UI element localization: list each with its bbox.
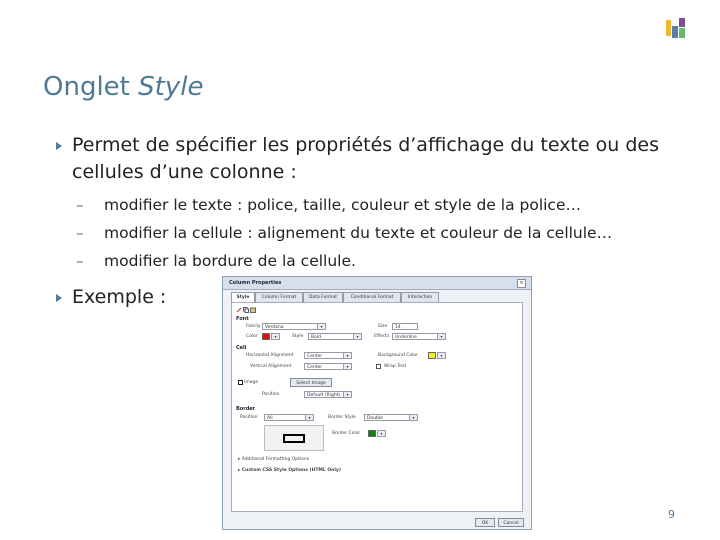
style-label: Style: [292, 334, 304, 339]
sub-item: [76, 196, 581, 214]
family-label: Family: [246, 324, 261, 329]
size-label: Size: [378, 324, 388, 329]
effects-label: Effects: [374, 334, 390, 339]
title-main: Onglet: [43, 72, 139, 102]
chevron-down-icon: ▾: [377, 431, 385, 436]
position-value: Default (Right): [307, 393, 341, 398]
custom-css-expander[interactable]: [238, 468, 341, 473]
dash: –: [76, 224, 84, 242]
size-value: 14: [395, 325, 401, 330]
bullet-1-line2: cellules d’une colonne :: [72, 161, 297, 183]
vertical-alignment-select[interactable]: [304, 363, 352, 370]
wrap-text-checkbox[interactable]: [376, 364, 381, 369]
font-color-swatch[interactable]: [262, 333, 270, 340]
cell-section-heading: Cell: [236, 345, 247, 351]
border-section-heading: Border: [236, 406, 256, 412]
logo-icon: [664, 16, 688, 40]
vertical-alignment-label: Vertical Alignment: [250, 364, 292, 369]
style-panel: [231, 302, 523, 512]
ok-button[interactable]: OK: [475, 518, 495, 527]
image-checkbox[interactable]: [238, 380, 243, 385]
additional-formatting-label: Additional Formatting Options: [241, 457, 310, 462]
chevron-down-icon: ▾: [271, 334, 279, 339]
background-color-label: Background Color: [378, 353, 419, 358]
cancel-button[interactable]: Cancel: [498, 518, 524, 527]
column-properties-dialog: [222, 276, 532, 530]
dialog-title-bar: [223, 277, 531, 290]
dash: –: [76, 196, 84, 214]
border-style-value: Double: [367, 416, 383, 421]
sub-item: [76, 224, 612, 242]
chevron-down-icon: ▾: [317, 324, 325, 329]
chevron-down-icon: ▾: [343, 364, 351, 369]
page-number: 9: [668, 508, 675, 521]
tab-style[interactable]: Style: [231, 292, 255, 303]
position-label: Position: [262, 392, 280, 397]
vertical-alignment-value: Center: [307, 365, 323, 370]
tab-interaction[interactable]: Interaction: [401, 292, 439, 303]
paste-icon[interactable]: [250, 307, 256, 313]
style-select[interactable]: [308, 333, 362, 340]
effects-value: Underline: [395, 335, 417, 340]
background-color-dropdown[interactable]: [437, 352, 446, 359]
position-select[interactable]: [304, 391, 352, 398]
border-style-select[interactable]: [364, 414, 418, 421]
chevron-down-icon: ▾: [409, 415, 417, 420]
border-style-label: Border Style: [328, 415, 356, 420]
border-preview: [264, 425, 324, 451]
family-value: Verdana: [265, 325, 284, 330]
chevron-down-icon: ▾: [353, 334, 361, 339]
chevron-down-icon: ▾: [437, 353, 445, 358]
pencil-icon[interactable]: [236, 307, 242, 313]
dialog-title: Column Properties: [229, 280, 282, 286]
font-section-heading: Font: [236, 316, 249, 322]
border-color-dropdown[interactable]: [377, 430, 386, 437]
title-emphasis: Style: [138, 72, 204, 102]
close-icon[interactable]: ×: [517, 279, 526, 288]
border-position-value: All: [267, 416, 273, 421]
chevron-down-icon: ▾: [305, 415, 313, 420]
wrap-text-label: Wrap Text: [384, 364, 407, 369]
border-color-label: Border Color: [332, 431, 361, 436]
bullet-1: [72, 132, 659, 186]
tab-conditional-format[interactable]: Conditional Format: [343, 292, 401, 303]
bullet-1-line1: Permet de spécifier les propriétés d’affichage du texte ou des: [72, 134, 659, 156]
sub-item: [76, 252, 356, 270]
border-preview-box: [283, 434, 305, 443]
effects-select[interactable]: [392, 333, 446, 340]
border-color-swatch[interactable]: [368, 430, 376, 437]
horizontal-alignment-label: Horizontal Alignment: [246, 353, 294, 358]
tab-column-format[interactable]: Column Format: [255, 292, 303, 303]
font-color-dropdown[interactable]: [271, 333, 280, 340]
chevron-right-icon: ▸: [238, 468, 242, 473]
chevron-down-icon: ▾: [343, 392, 351, 397]
sub-item-text: modifier le texte : police, taille, couleur et style de la police…: [104, 196, 581, 214]
custom-css-label: Custom CSS Style Options (HTML Only): [241, 468, 341, 473]
bullet-arrow-icon: [56, 294, 62, 302]
border-position-label: Position: [240, 415, 258, 420]
chevron-down-icon: ▾: [343, 353, 351, 358]
copy-icon[interactable]: [243, 307, 249, 313]
sub-item-text: modifier la cellule : alignement du texte et couleur de la cellule…: [104, 224, 613, 242]
sub-item-text: modifier la bordure de la cellule.: [104, 252, 356, 270]
slide-title: [43, 72, 203, 102]
background-color-swatch[interactable]: [428, 352, 436, 359]
additional-formatting-expander[interactable]: [238, 457, 309, 462]
bullet-2: Exemple :: [72, 286, 167, 308]
size-input[interactable]: [392, 323, 418, 330]
horizontal-alignment-select[interactable]: [304, 352, 352, 359]
style-value: Bold: [311, 335, 321, 340]
image-label: Image: [244, 380, 259, 385]
chevron-down-icon: ▾: [437, 334, 445, 339]
border-position-select[interactable]: [264, 414, 314, 421]
bullet-arrow-icon: [56, 142, 62, 150]
dash: –: [76, 252, 84, 270]
family-select[interactable]: [262, 323, 326, 330]
color-label: Color: [246, 334, 258, 339]
chevron-right-icon: ▸: [238, 457, 242, 462]
tab-data-format[interactable]: Data Format: [303, 292, 343, 303]
horizontal-alignment-value: Center: [307, 354, 323, 359]
select-image-button[interactable]: Select Image: [290, 378, 332, 387]
